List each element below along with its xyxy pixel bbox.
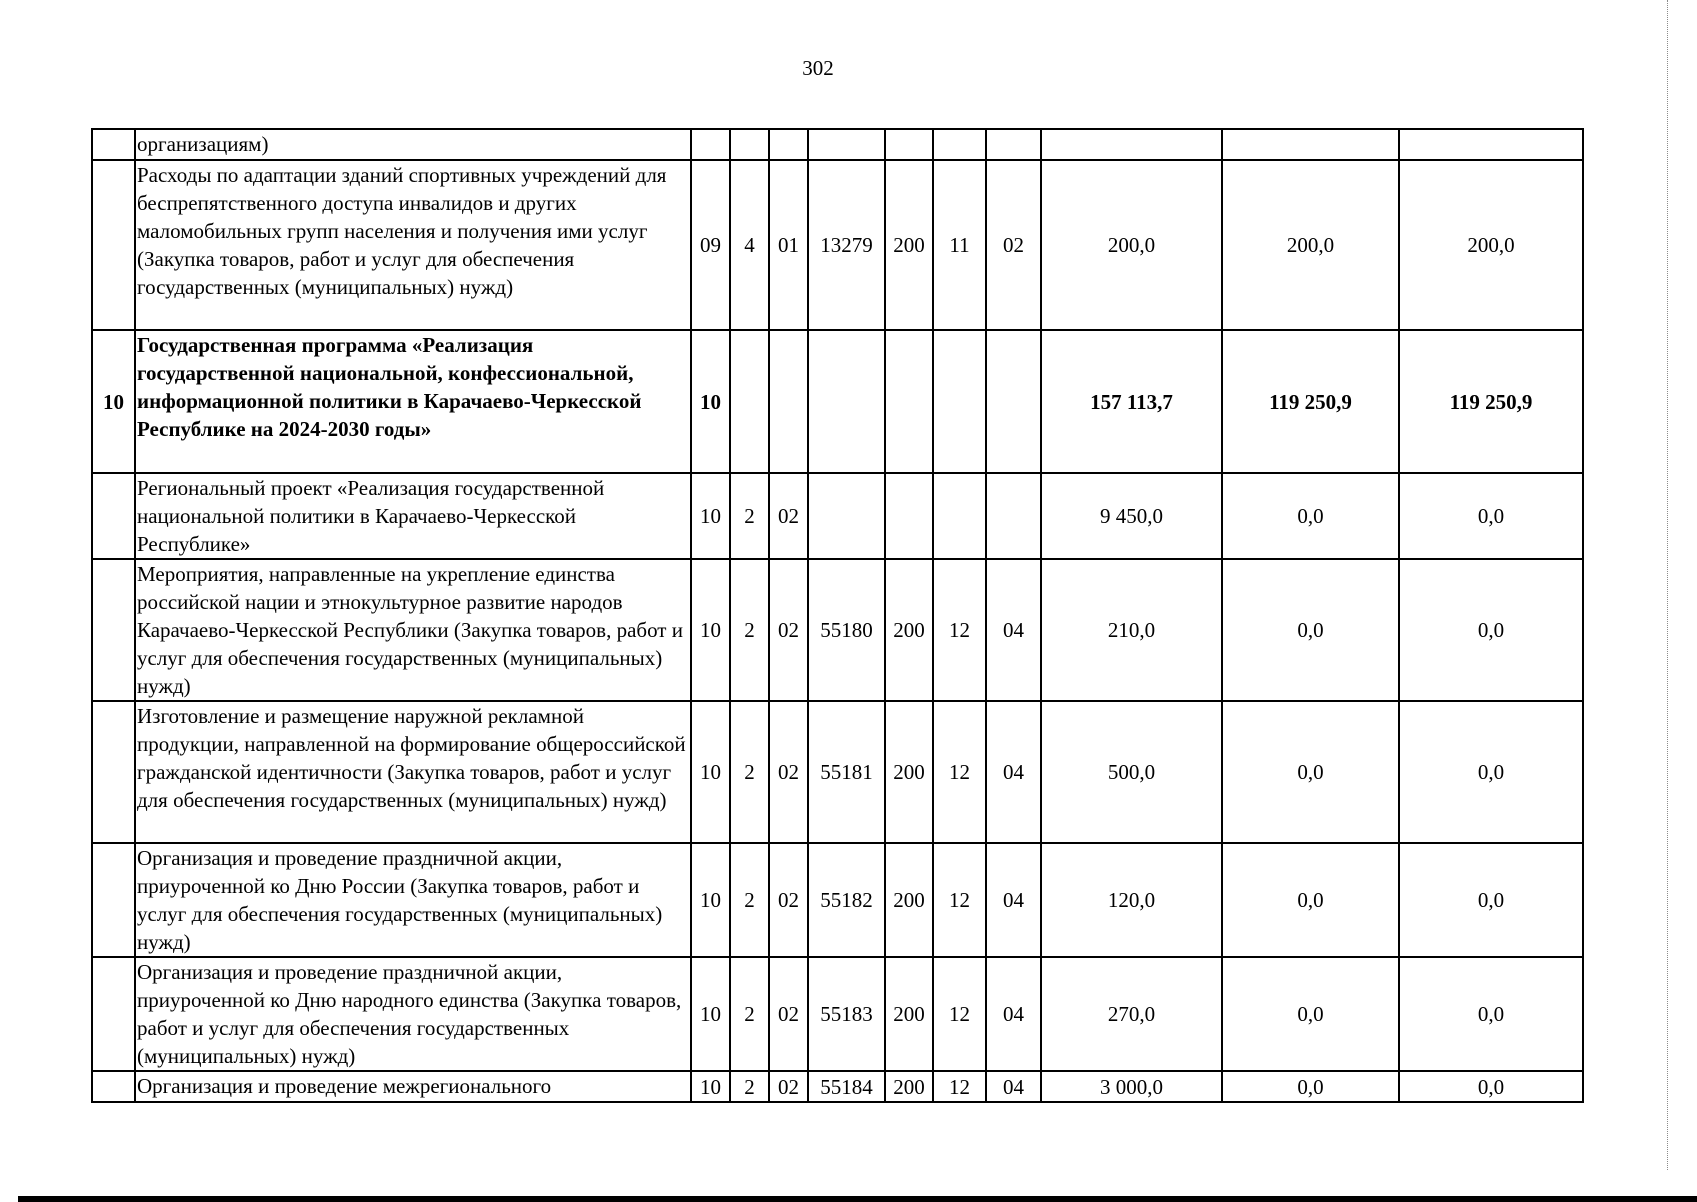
amount-cell [1041,129,1222,160]
code-cell [986,330,1041,473]
row-name-cell: Организация и проведение праздничной акции, приуроченной ко Дню народного единства (Закупка товаров, работ и услуг для обеспечения государственных (муниципальных) нужд) [135,957,691,1071]
table-row [92,129,1583,160]
code-cell: 02 [769,701,808,843]
row-number-cell: 10 [92,330,135,473]
code-cell: 55181 [808,701,885,843]
code-cell [769,330,808,473]
row-name-cell: Организация и проведение межрегионального [135,1071,691,1102]
amount-cell: 3 000,0 [1041,1071,1222,1102]
code-cell: 10 [691,701,730,843]
code-cell: 04 [986,843,1041,957]
code-cell: 55183 [808,957,885,1071]
code-cell: 09 [691,160,730,330]
amount-cell: 0,0 [1399,559,1583,701]
code-cell: 02 [769,473,808,559]
row-number-cell [92,1071,135,1102]
amount-cell: 0,0 [1222,957,1399,1071]
code-cell: 2 [730,701,769,843]
code-cell: 13279 [808,160,885,330]
code-cell [885,473,933,559]
code-cell: 200 [885,843,933,957]
code-cell [885,129,933,160]
code-cell: 55180 [808,559,885,701]
amount-cell: 0,0 [1399,701,1583,843]
table-row [92,957,1583,1071]
code-cell: 2 [730,957,769,1071]
row-name-cell: Изготовление и размещение наружной рекламной продукции, направленной на формирование общероссийской гражданской идентичности (Закупка товаров, работ и услуг для обеспечения государственных (муниципальных) нужд) [135,701,691,843]
amount-cell: 0,0 [1222,1071,1399,1102]
amount-cell [1222,129,1399,160]
amount-cell: 210,0 [1041,559,1222,701]
row-number-cell [92,957,135,1071]
code-cell: 12 [933,957,986,1071]
code-cell: 12 [933,843,986,957]
code-cell [808,330,885,473]
amount-cell: 0,0 [1399,957,1583,1071]
code-cell: 12 [933,1071,986,1102]
code-cell [808,473,885,559]
row-number-cell [92,129,135,160]
amount-cell: 0,0 [1399,1071,1583,1102]
amount-cell: 200,0 [1222,160,1399,330]
row-number-cell [92,160,135,330]
table-row [92,1071,1583,1102]
row-name-cell: организациям) [135,129,691,160]
amount-cell: 0,0 [1222,473,1399,559]
code-cell [986,473,1041,559]
code-cell [730,330,769,473]
code-cell [986,129,1041,160]
code-cell: 11 [933,160,986,330]
code-cell: 04 [986,957,1041,1071]
amount-cell: 270,0 [1041,957,1222,1071]
page-bottom-rule [18,1196,1697,1202]
table-row [92,843,1583,957]
code-cell: 10 [691,473,730,559]
code-cell [808,129,885,160]
table-row [92,160,1583,330]
code-cell: 10 [691,330,730,473]
amount-cell: 120,0 [1041,843,1222,957]
amount-cell: 119 250,9 [1399,330,1583,473]
code-cell: 02 [986,160,1041,330]
amount-cell: 0,0 [1222,559,1399,701]
amount-cell: 0,0 [1399,843,1583,957]
amount-cell: 200,0 [1399,160,1583,330]
code-cell: 4 [730,160,769,330]
amount-cell: 0,0 [1222,701,1399,843]
code-cell: 200 [885,957,933,1071]
code-cell [730,129,769,160]
code-cell [933,129,986,160]
table-row-program [92,330,1583,473]
amount-cell: 9 450,0 [1041,473,1222,559]
code-cell: 200 [885,701,933,843]
table-row [92,701,1583,843]
code-cell: 12 [933,559,986,701]
code-cell: 10 [691,559,730,701]
code-cell: 10 [691,957,730,1071]
code-cell: 04 [986,701,1041,843]
code-cell [691,129,730,160]
amount-cell: 157 113,7 [1041,330,1222,473]
code-cell [769,129,808,160]
code-cell: 12 [933,701,986,843]
row-name-cell: Расходы по адаптации зданий спортивных учреждений для беспрепятственного доступа инвалидов и других маломобильных групп населения и получения ими услуг (Закупка товаров, работ и услуг для обеспечения государственных (муниципальных) нужд) [135,160,691,330]
code-cell: 02 [769,843,808,957]
code-cell: 200 [885,1071,933,1102]
amount-cell: 500,0 [1041,701,1222,843]
amount-cell [1399,129,1583,160]
table-row [92,559,1583,701]
code-cell: 2 [730,843,769,957]
code-cell: 2 [730,473,769,559]
scan-edge-line [1667,0,1668,1170]
row-number-cell [92,473,135,559]
code-cell: 10 [691,1071,730,1102]
code-cell [885,330,933,473]
code-cell: 04 [986,559,1041,701]
row-number-cell [92,701,135,843]
page-number: 302 [802,56,834,80]
row-number-cell [92,843,135,957]
code-cell: 02 [769,559,808,701]
amount-cell: 119 250,9 [1222,330,1399,473]
budget-table [91,128,1584,1103]
code-cell: 02 [769,1071,808,1102]
code-cell: 2 [730,1071,769,1102]
amount-cell: 200,0 [1041,160,1222,330]
code-cell: 200 [885,160,933,330]
code-cell: 200 [885,559,933,701]
amount-cell: 0,0 [1222,843,1399,957]
code-cell: 55184 [808,1071,885,1102]
amount-cell: 0,0 [1399,473,1583,559]
code-cell: 01 [769,160,808,330]
code-cell: 10 [691,843,730,957]
row-name-cell: Организация и проведение праздничной акции, приуроченной ко Дню России (Закупка товаров, работ и услуг для обеспечения государственных (муниципальных) нужд) [135,843,691,957]
code-cell [933,330,986,473]
code-cell: 02 [769,957,808,1071]
code-cell: 55182 [808,843,885,957]
row-number-cell [92,559,135,701]
row-name-cell: Мероприятия, направленные на укрепление единства российской нации и этнокультурное развитие народов Карачаево-Черкесской Республики (Закупка товаров, работ и услуг для обеспечения государственных (муниципальных) нужд) [135,559,691,701]
code-cell: 04 [986,1071,1041,1102]
row-name-cell: Региональный проект «Реализация государственной национальной политики в Карачаево-Черкесской Республике» [135,473,691,559]
code-cell: 2 [730,559,769,701]
code-cell [933,473,986,559]
row-name-cell: Государственная программа «Реализация государственной национальной, конфессиональной, информационной политики в Карачаево-Черкесской Республике на 2024-2030 годы» [135,330,691,473]
table-row [92,473,1583,559]
